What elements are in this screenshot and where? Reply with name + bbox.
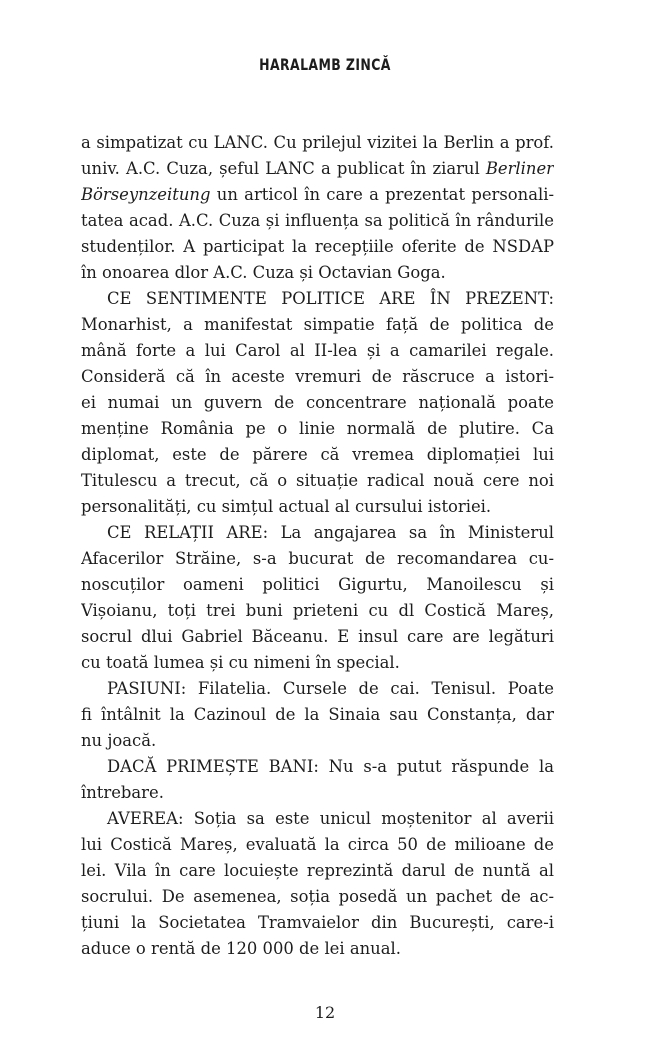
text-segment: personalități, cu simțul actual al cursului istoriei. <box>81 497 492 516</box>
italic-text-segment: Börseynzeitung <box>81 185 211 204</box>
text-line <box>81 936 554 962</box>
text-line <box>81 572 554 598</box>
text-line <box>81 650 554 676</box>
text-segment: socrului. De asemenea, soția posedă un pachet de ac- <box>81 887 554 906</box>
text-segment: fi întâlnit la Cazinoul de la Sinaia sau Constanța, dar <box>81 705 554 724</box>
text-segment: noscuților oameni politici Gigurtu, Manoilescu și <box>81 575 554 594</box>
text-line <box>81 494 554 520</box>
text-line <box>81 832 554 858</box>
text-line <box>81 286 554 312</box>
text-line <box>81 468 554 494</box>
text-segment: lui Costică Mareș, evaluată la circa 50 de milioane de <box>81 835 554 854</box>
text-line <box>81 858 554 884</box>
text-segment: studenților. A participat la recepțiile oferite de NSDAP <box>81 237 554 256</box>
text-segment: tatea acad. A.C. Cuza și influența sa politică în rândurile <box>81 211 554 230</box>
text-segment: ei numai un guvern de concentrare națională poate <box>81 393 554 412</box>
text-segment: un articol în care a prezentat personali- <box>210 185 554 204</box>
text-segment: aduce o rentă de 120 000 de lei anual. <box>81 939 401 958</box>
text-line <box>81 598 554 624</box>
text-segment: Titulescu a trecut, că o situație radical nouă cere noi <box>81 471 554 490</box>
text-segment: socrul dlui Gabriel Băceanu. E insul care are legături <box>81 627 554 646</box>
page-number: 12 <box>314 1003 336 1022</box>
text-line <box>81 754 554 780</box>
text-segment: Vișoianu, toți trei buni prieteni cu dl Costică Mareș, <box>81 601 554 620</box>
text-line <box>81 338 554 364</box>
text-segment: AVEREA: Soția sa este unicul moștenitor al averii <box>107 809 554 828</box>
text-segment: a simpatizat cu LANC. Cu prilejul vizitei la Berlin a prof. <box>81 133 554 152</box>
text-segment: Afacerilor Străine, s-a bucurat de recomandarea cu- <box>81 549 554 568</box>
text-line <box>81 780 554 806</box>
running-header: HARALAMB ZINCĂ <box>259 55 391 74</box>
text-segment: Monarhist, a manifestat simpatie față de politica de <box>81 315 554 334</box>
text-line <box>81 910 554 936</box>
text-line <box>81 390 554 416</box>
text-line <box>81 728 554 754</box>
text-line <box>81 208 554 234</box>
text-segment: Consideră că în aceste vremuri de răscruce a istori- <box>81 367 554 386</box>
text-line <box>81 156 554 182</box>
italic-text-segment: Berliner <box>485 159 554 178</box>
text-segment: diplomat, este de părere că vremea diplomației lui <box>81 445 554 464</box>
text-line <box>81 416 554 442</box>
text-line <box>81 130 554 156</box>
text-line <box>81 364 554 390</box>
text-line <box>81 182 554 208</box>
text-line <box>81 624 554 650</box>
text-block <box>81 130 554 962</box>
text-line <box>81 676 554 702</box>
text-segment: țiuni la Societatea Tramvaielor din București, care-i <box>81 913 554 932</box>
text-segment: menține România pe o linie normală de plutire. Ca <box>81 419 554 438</box>
text-line <box>81 312 554 338</box>
text-line <box>81 806 554 832</box>
text-segment: cu toată lumea și cu nimeni în special. <box>81 653 400 672</box>
text-segment: întrebare. <box>81 783 164 802</box>
text-line <box>81 702 554 728</box>
text-segment: PASIUNI: Filatelia. Cursele de cai. Tenisul. Poate <box>107 679 554 698</box>
text-line <box>81 234 554 260</box>
text-segment: în onoarea dlor A.C. Cuza și Octavian Goga. <box>81 263 446 282</box>
text-segment: CE SENTIMENTE POLITICE ARE ÎN PREZENT: <box>107 289 554 308</box>
text-segment: CE RELAȚII ARE: La angajarea sa în Ministerul <box>107 523 554 542</box>
text-segment: mână forte a lui Carol al II-lea și a camarilei regale. <box>81 341 554 360</box>
text-line <box>81 884 554 910</box>
text-segment: nu joacă. <box>81 731 157 750</box>
text-line <box>81 520 554 546</box>
text-segment: DACĂ PRIMEȘTE BANI: Nu s-a putut răspunde la <box>107 757 554 776</box>
text-line <box>81 546 554 572</box>
text-segment: lei. Vila în care locuiește reprezintă darul de nuntă al <box>81 861 554 880</box>
text-line <box>81 260 554 286</box>
text-line <box>81 442 554 468</box>
text-segment: univ. A.C. Cuza, șeful LANC a publicat în ziarul <box>81 159 486 178</box>
